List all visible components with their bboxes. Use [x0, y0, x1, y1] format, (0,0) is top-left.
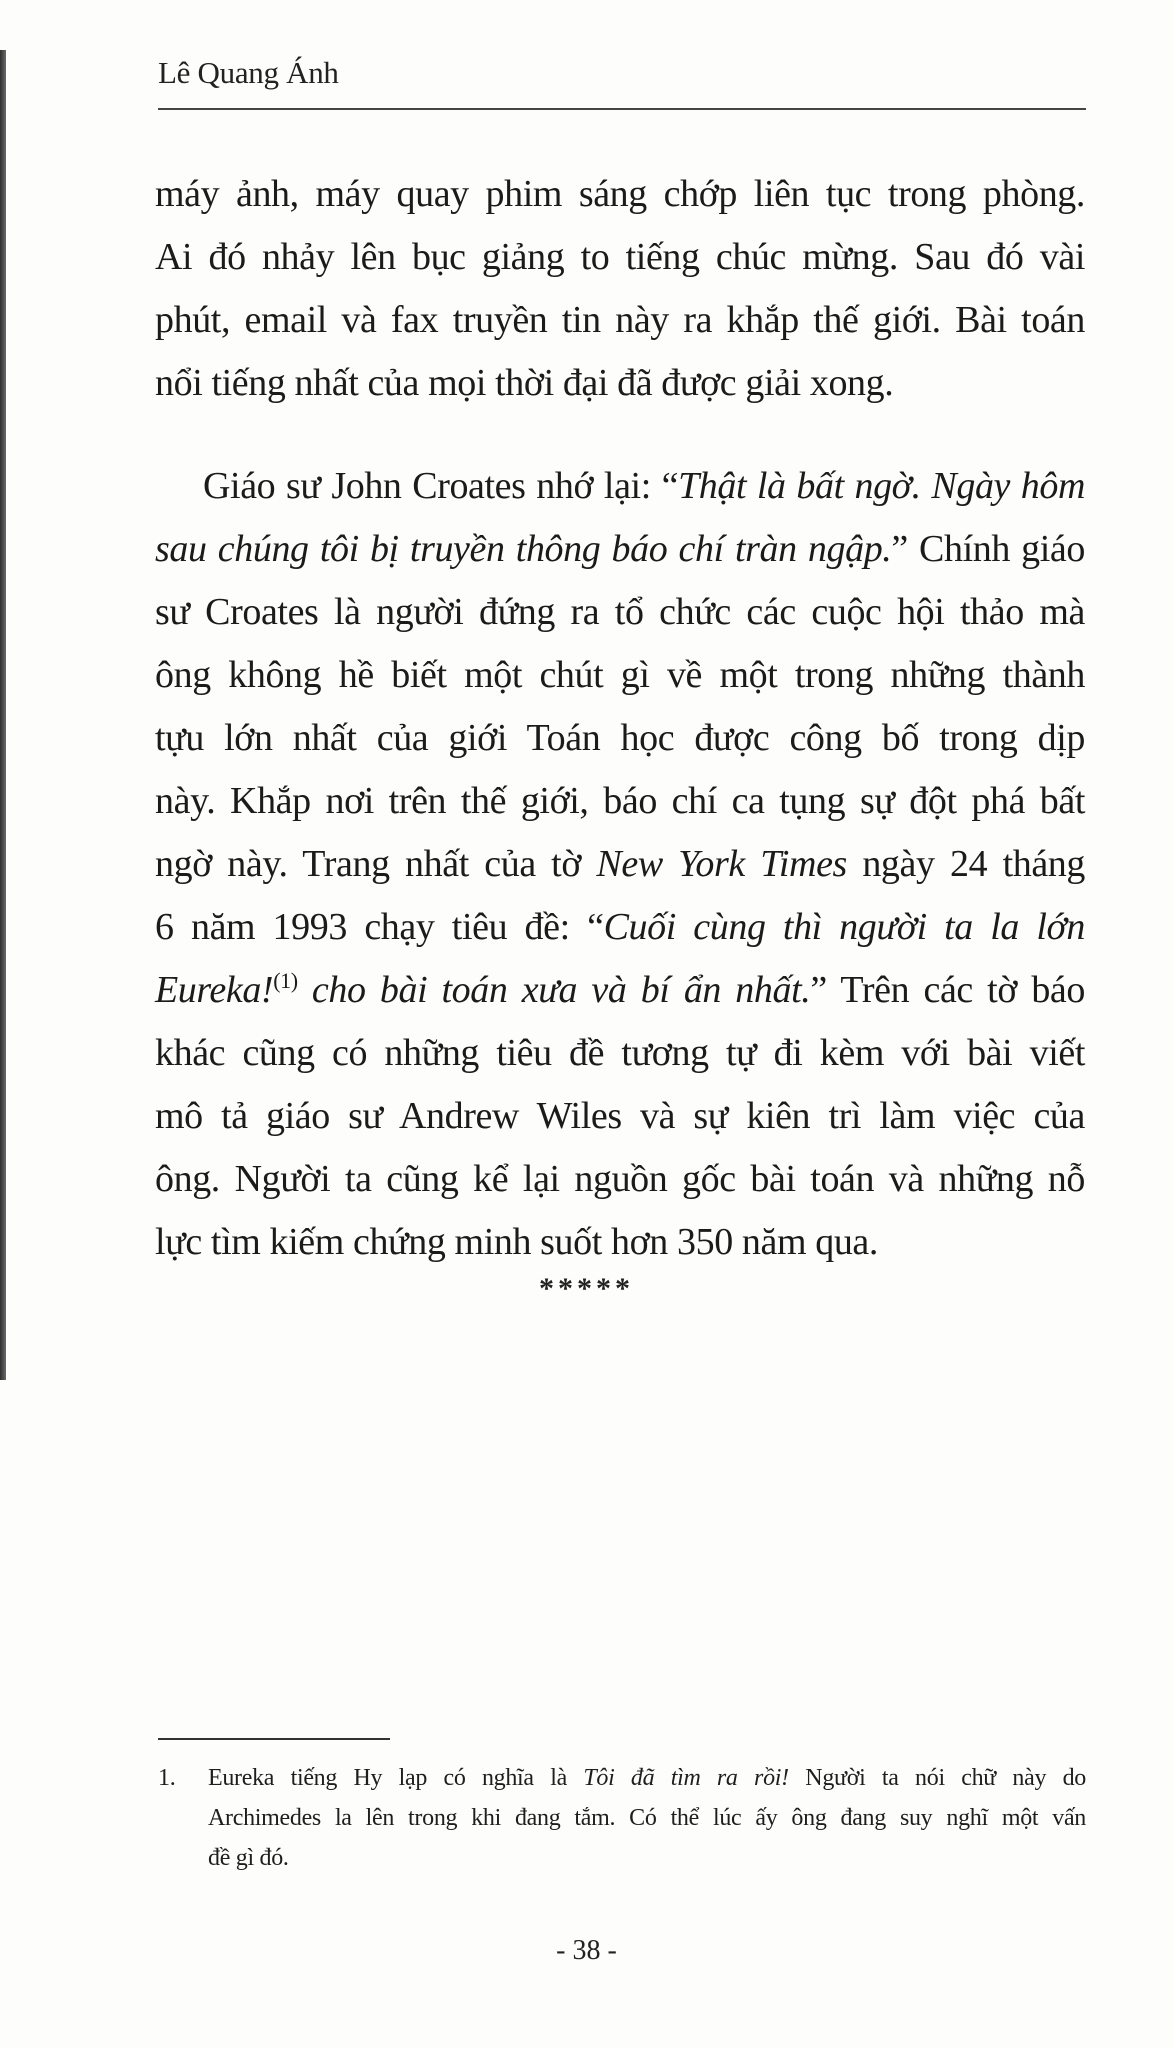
text-line: phút, email và fax truyền tin này ra khắp thế giới. Bài toán [155, 299, 1085, 341]
footnote [158, 1758, 1086, 1878]
footnote-italic: Tôi đã tìm ra rồi! [583, 1765, 789, 1791]
text-line: máy ảnh, máy quay phim sáng chớp liên tục trong phòng. [155, 173, 1085, 215]
section-separator: ***** [539, 1272, 634, 1305]
footnote-reference[interactable]: (1) [273, 968, 298, 993]
text-line: nổi tiếng nhất của mọi thời đại đã được giải xong. [155, 362, 894, 404]
running-header: Lê Quang Ánh [158, 55, 339, 90]
text-line: sư Croates là người đứng ra tổ chức các cuộc hội thảo mà [155, 591, 1085, 633]
page-number: - 38 - [556, 1935, 617, 1966]
text-line: Giáo sư John Croates nhớ lại: “Thật là bất ngờ. Ngày hôm [203, 465, 1085, 507]
footnote-number: 1. [158, 1765, 176, 1791]
text-line: tựu lớn nhất của giới Toán học được công bố trong dịp [155, 717, 1085, 759]
text-line: ông. Người ta cũng kể lại nguồn gốc bài toán và những nỗ [155, 1158, 1085, 1200]
footnote-item [158, 1758, 1086, 1878]
headline-italic: Cuối cùng thì người ta la lớn [603, 906, 1085, 948]
paragraph-1 [155, 163, 1085, 415]
text-line: lực tìm kiếm chứng minh suốt hơn 350 năm qua. [155, 1221, 878, 1263]
text-line: này. Khắp nơi trên thế giới, báo chí ca tụng sự đột phá bất [155, 780, 1085, 822]
headline-italic: cho bài toán xưa và bí ẩn nhất. [297, 969, 811, 1011]
headline-italic: Eureka! [155, 969, 274, 1011]
footnote-rule [158, 1738, 390, 1740]
footnote-line: Archimedes la lên trong khi đang tắm. Có thể lúc ấy ông đang suy nghĩ một vấn [208, 1805, 1086, 1831]
quote-italic: Thật là bất ngờ. Ngày hôm [678, 465, 1085, 507]
footnote-line: đề gì đó. [208, 1845, 289, 1871]
newspaper-title: New York Times [596, 843, 847, 885]
text-line: ngờ này. Trang nhất của tờ New York Times ngày 24 tháng [155, 843, 1085, 885]
footnote-line: Eureka tiếng Hy lạp có nghĩa là Tôi đã tìm ra rồi! Người ta nói chữ này do [208, 1765, 1086, 1791]
paragraph-2 [155, 455, 1085, 1274]
text-line: mô tả giáo sư Andrew Wiles và sự kiên trì làm việc của [155, 1095, 1085, 1137]
text-line: khác cũng có những tiêu đề tương tự đi kèm với bài viết [155, 1032, 1085, 1074]
quote-italic: sau chúng tôi bị truyền thông báo chí tràn ngập. [155, 528, 892, 570]
text-line: Eureka!$^{(1)}$ cho bài toán xưa và bí ẩn nhất.” Trên các tờ báo [155, 968, 1085, 1011]
header-rule [158, 108, 1086, 110]
text-line: ông không hề biết một chút gì về một trong những thành [155, 654, 1085, 696]
text-line: Ai đó nhảy lên bục giảng to tiếng chúc mừng. Sau đó vài [155, 236, 1085, 278]
scan-page-edge [0, 50, 6, 1380]
text-line: 6 năm 1993 chạy tiêu đề: “Cuối cùng thì người ta la lớn [155, 906, 1085, 948]
text-line: sau chúng tôi bị truyền thông báo chí tràn ngập.” Chính giáo [155, 528, 1085, 570]
